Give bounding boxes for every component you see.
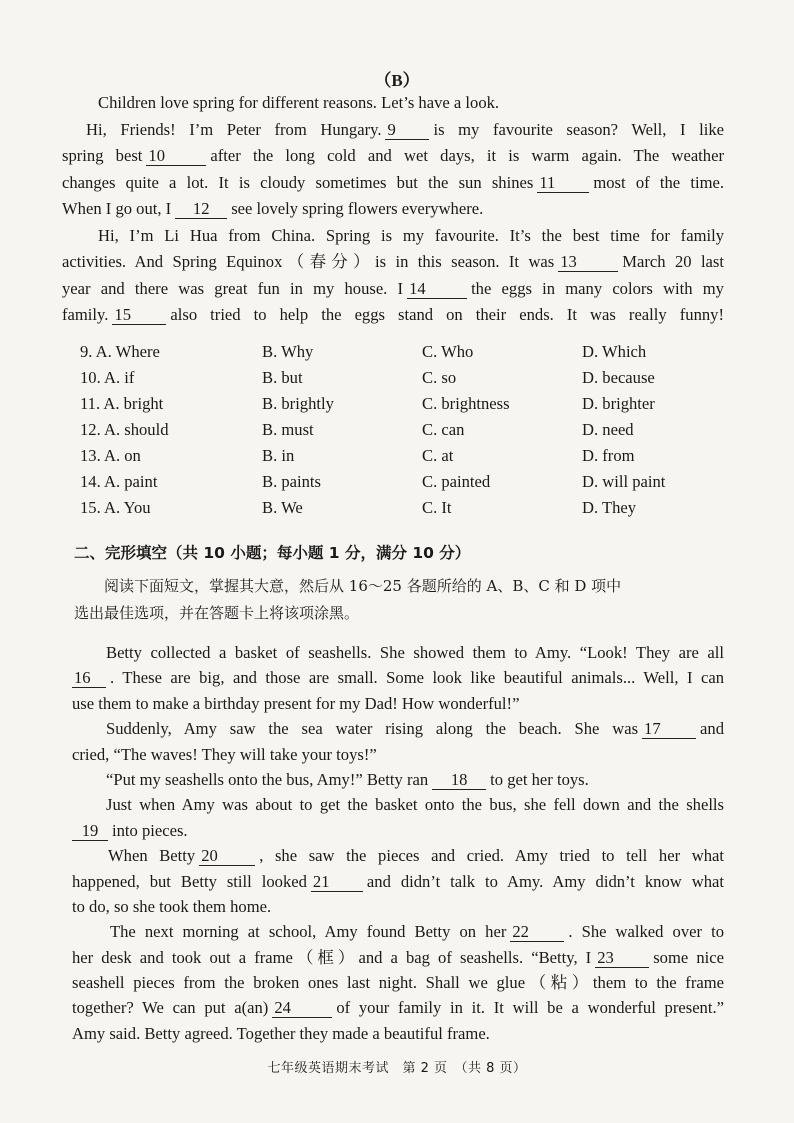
passage-line: Hi, I’m Li Hua from China. Spring is my favourite. It’s the best time for family [98, 225, 724, 245]
text: after the long cold and wet days, it is warm again. The weather [210, 146, 724, 165]
text: changes quite a lot. It is cloudy sometimes but the sun shines [62, 172, 534, 192]
passage-line [72, 945, 724, 970]
option-row [80, 443, 720, 469]
passage-line [62, 249, 724, 276]
option-b: B. paints [262, 472, 322, 491]
instruction-line: 阅读下面短文，掌握其大意，然后从 16～25 各题所给的 A、B、C 和 D 项中 [104, 577, 622, 595]
option-a: 14. A. paint [80, 472, 158, 491]
text: When I go out, I [62, 199, 172, 218]
instructions [74, 573, 724, 627]
blank-17: 17 [642, 720, 696, 739]
option-a: 9. A. Where [80, 342, 160, 361]
section-b-heading: （B） [374, 71, 420, 90]
answer-options [80, 339, 720, 521]
text: Suddenly, Amy saw the sea water rising along the beach. She was [106, 719, 639, 739]
option-b: B. brightly [262, 394, 334, 413]
text: some nice [653, 947, 724, 967]
passage-line: cried, “The waves! They will take your toys!” [72, 744, 377, 764]
option-c: C. so [422, 368, 457, 387]
option-c: C. painted [422, 472, 491, 491]
option-c: C. brightness [422, 394, 510, 413]
text: March 20 last [622, 252, 724, 271]
option-a: 11. A. bright [80, 394, 164, 413]
passage-line: Amy said. Betty agreed. Together they made a beautiful frame. [72, 1023, 490, 1043]
passage-line [62, 143, 724, 170]
passage-line: use them to make a birthday present for my Dad! How wonderful!” [72, 693, 520, 713]
text: year and there was great fun in my house. I [62, 278, 404, 298]
blank-23: 23 [595, 949, 649, 968]
text: most of the time. [593, 172, 724, 192]
passage-line [72, 995, 724, 1020]
text: family. [62, 305, 109, 324]
text: and [700, 719, 724, 739]
option-b: B. Why [262, 342, 314, 361]
option-d: D. will paint [582, 472, 666, 491]
option-c: C. can [422, 420, 465, 439]
option-d: D. brighter [582, 394, 655, 413]
passage-line [72, 818, 724, 843]
text: of your family in it. It will be a wonderful present.” [336, 998, 724, 1018]
blank-10: 10 [146, 147, 206, 166]
text: . These are big, and those are small. Some look like beautiful animals... Well, I can [110, 668, 724, 688]
option-row [80, 417, 720, 443]
text: is my favourite season? Well, I like [433, 119, 725, 139]
blank-11: 11 [537, 174, 589, 193]
passage-line [62, 170, 724, 197]
option-c: C. Who [422, 342, 474, 361]
text: see lovely spring flowers everywhere. [231, 199, 484, 218]
text: . She walked over to [568, 922, 724, 942]
blank-20: 20 [199, 847, 255, 866]
passage-line [62, 117, 724, 144]
text: Hi, Friends! I’m Peter from Hungary. [86, 119, 382, 139]
text: her desk and took out a frame（框）and a bag of seashells. “Betty, I [72, 947, 592, 967]
text: activities. And Spring Equinox（春分）is in this season. It was [62, 252, 555, 271]
option-a: 10. A. if [80, 368, 135, 387]
option-c: C. It [422, 498, 452, 517]
blank-24: 24 [272, 999, 332, 1018]
blank-16: 16 [72, 669, 106, 688]
option-d: D. because [582, 368, 655, 387]
text: “Put my seashells onto the bus, Amy!” Betty ran [106, 769, 429, 789]
text: spring best [62, 146, 143, 165]
option-a: 15. A. You [80, 498, 151, 517]
passage-line [72, 919, 724, 944]
option-d: D. Which [582, 342, 647, 361]
instruction-line: 选出最佳选项，并在答题卡上将该项涂黑。 [74, 604, 360, 622]
option-d: D. from [582, 446, 635, 465]
option-d: D. They [582, 498, 637, 517]
option-b: B. in [262, 446, 295, 465]
cloze-passage [72, 640, 724, 1046]
text: also tried to help the eggs stand on their ends. It was really funny! [170, 305, 724, 324]
option-row [80, 339, 720, 365]
option-b: B. but [262, 368, 303, 387]
blank-13: 13 [558, 253, 618, 272]
option-c: C. at [422, 446, 454, 465]
option-row [80, 469, 720, 495]
option-b: B. must [262, 420, 314, 439]
passage-line: Just when Amy was about to get the basket onto the bus, she fell down and the shells [106, 795, 724, 815]
option-a: 13. A. on [80, 446, 141, 465]
passage-line: to do, so she took them home. [72, 896, 272, 916]
section-2-heading: 二、完形填空（共 10 小题；每小题 1 分，满分 10 分） [74, 544, 471, 562]
blank-9: 9 [385, 121, 429, 140]
passage-line [72, 869, 724, 894]
passage-line [62, 276, 724, 303]
option-row [80, 391, 720, 417]
passage-line: Betty collected a basket of seashells. She showed them to Amy. “Look! They are all [106, 643, 724, 662]
reading-passage [62, 90, 724, 329]
text: , she saw the pieces and cried. Amy tried to tell her what [259, 846, 724, 866]
passage-line: seashell pieces from the broken ones last night. Shall we glue（粘）them to the frame [72, 973, 724, 993]
passage-line [72, 767, 724, 792]
passage-line [72, 665, 724, 690]
passage-line [72, 843, 724, 868]
text: When Betty [108, 846, 196, 866]
text: happened, but Betty still looked [72, 871, 307, 891]
option-row [80, 495, 720, 521]
intro-line: Children love spring for different reasons. Let’s have a look. [98, 93, 500, 112]
text: The next morning at school, Amy found Betty on her [110, 922, 507, 942]
passage-line [62, 196, 724, 223]
option-b: B. We [262, 498, 303, 517]
page-footer: 七年级英语期末考试 第 2 页 （共 8 页） [267, 1061, 527, 1076]
text: together? We can put a(an) [72, 998, 269, 1018]
option-a: 12. A. should [80, 420, 169, 439]
blank-18: 18 [432, 771, 486, 790]
text: and didn’t talk to Amy. Amy didn’t know what [366, 871, 724, 891]
blank-14: 14 [407, 280, 467, 299]
passage-line [62, 302, 724, 329]
text: the eggs in many colors with my [471, 278, 724, 298]
blank-12: 12 [175, 200, 227, 219]
passage-line [72, 716, 724, 741]
blank-15: 15 [112, 306, 166, 325]
option-row [80, 365, 720, 391]
option-d: D. need [582, 420, 634, 439]
text: into pieces. [112, 820, 188, 840]
text: to get her toys. [490, 769, 589, 789]
blank-21: 21 [311, 873, 363, 892]
blank-19: 19 [72, 822, 108, 841]
blank-22: 22 [510, 923, 564, 942]
